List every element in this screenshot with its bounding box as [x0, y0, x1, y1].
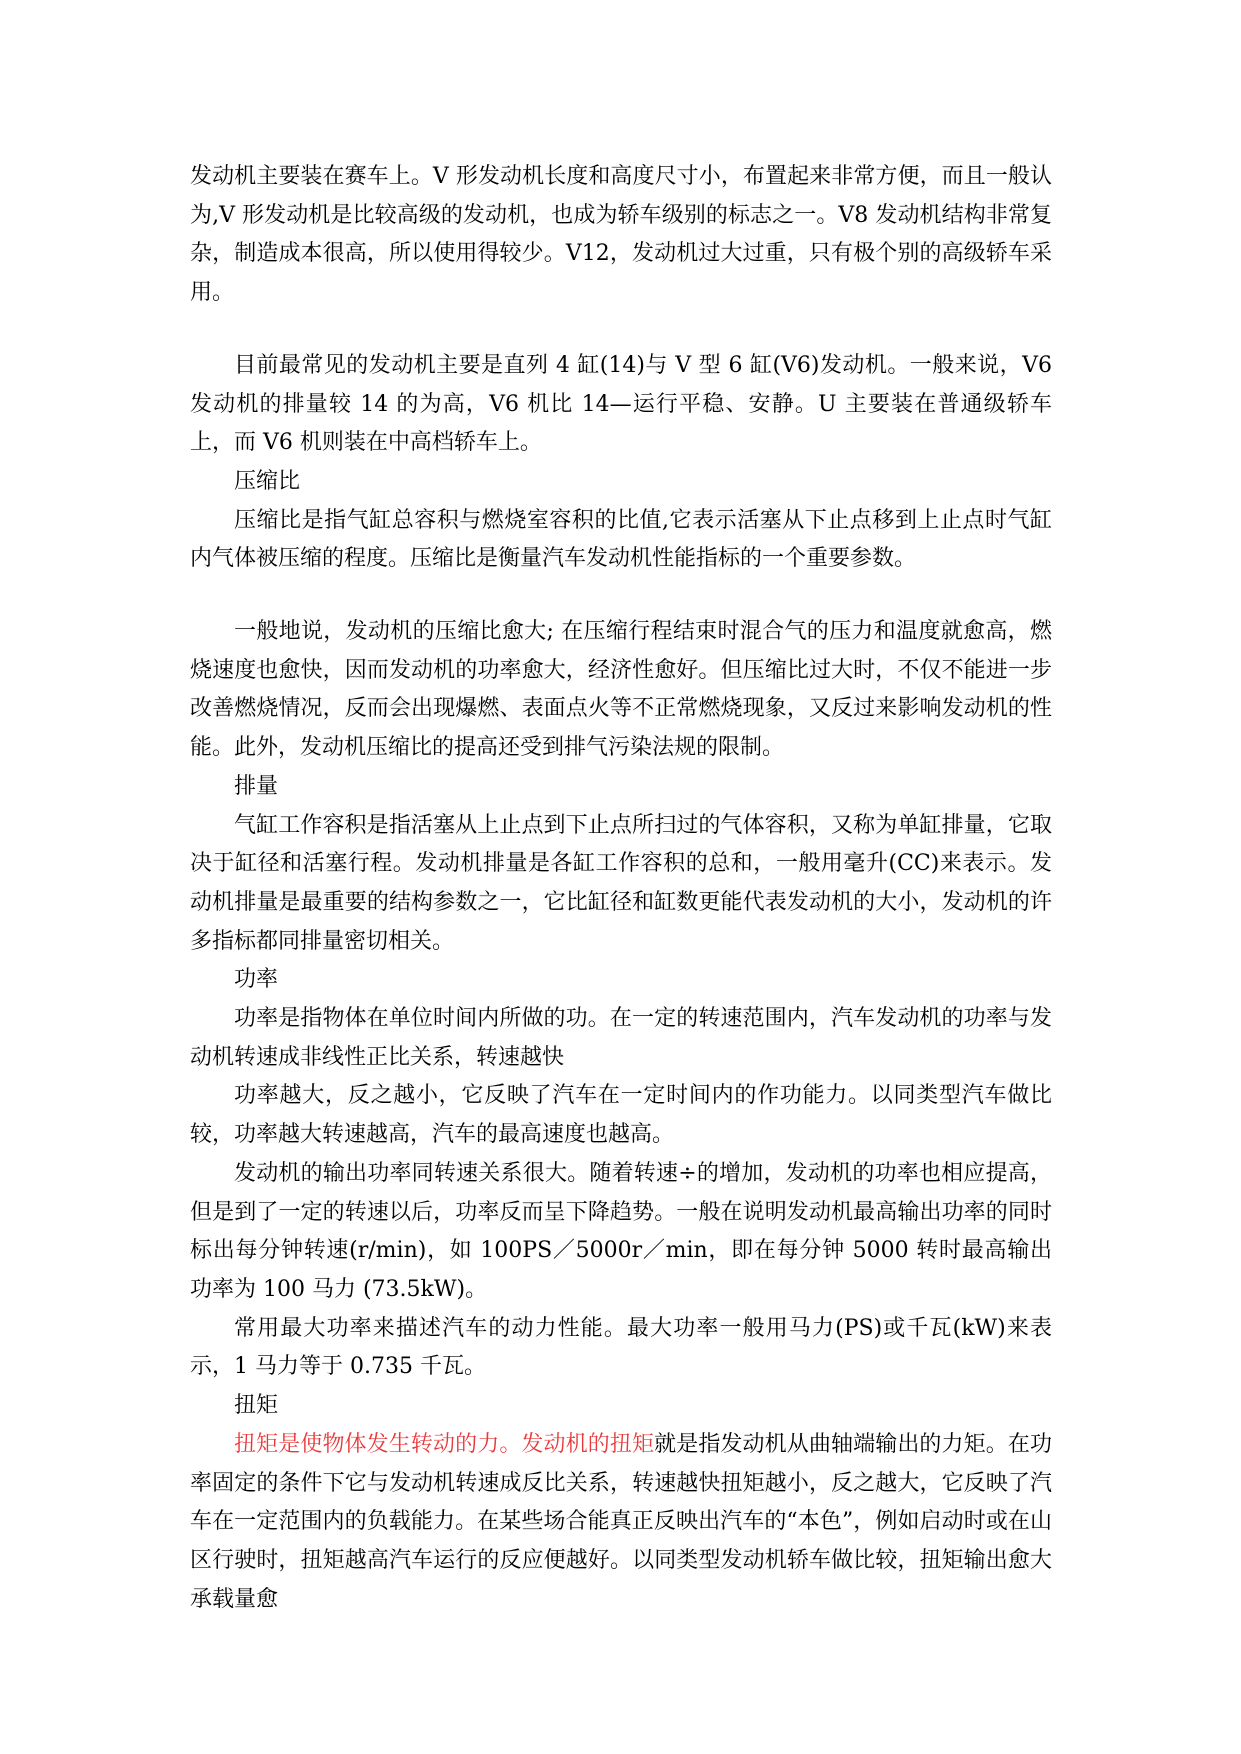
heading-torque: 扭矩 [234, 1393, 279, 1419]
paragraph-max-power: 常用最大功率来描述汽车的动力性能。最大功率一般用马力(PS)或千瓦(kW)来表示，1 马力等于 0.735 千瓦。 [190, 1315, 1052, 1380]
document-body [190, 158, 1052, 1619]
paragraph-common-engines: 目前最常见的发动机主要是直列 4 缸(14)与 V 型 6 缸(V6)发动机。一般来说，V6 发动机的排量较 14 的为高，V6 机比 14—运行平稳、安静。U 主要装在普通级轿车上，而 V6 机则装在中高档轿车上。 [190, 352, 1052, 456]
heading-power: 功率 [234, 967, 279, 993]
paragraph-power-rpm: 发动机的输出功率同转速关系很大。随着转速÷的增加，发动机的功率也相应提高，但是到了一定的转速以后，功率反而呈下降趋势。一般在说明发动机最高输出功率的同时标出每分钟转速(r/min)，如 100PS／5000r／min，即在每分钟 5000 转时最高输出功率为 100 马力 (73.5kW)。 [190, 1160, 1052, 1302]
paragraph-power-capability: 功率越大，反之越小，它反映了汽车在一定时间内的作功能力。以同类型汽车做比较，功率越大转速越高，汽车的最高速度也越高。 [190, 1083, 1052, 1148]
heading-compression-ratio: 压缩比 [234, 468, 301, 494]
heading-displacement: 排量 [234, 773, 279, 799]
torque-highlight-text: 扭矩是使物体发生转动的力。发动机的扭矩 [234, 1431, 655, 1457]
paragraph-compression-definition: 压缩比是指气缸总容积与燃烧室容积的比值,它表示活塞从下止点移到上止点时气缸内气体被压缩的程度。压缩比是衡量汽车发动机性能指标的一个重要参数。 [190, 507, 1052, 572]
paragraph-power-definition: 功率是指物体在单位时间内所做的功。在一定的转速范围内，汽车发动机的功率与发动机转速成非线性正比关系，转速越快 [190, 1006, 1052, 1070]
paragraph-v-engine: 发动机主要装在赛车上。V 形发动机长度和高度尺寸小，布置起来非常方便，而且一般认为,V 形发动机是比较高级的发动机，也成为轿车级别的标志之一。V8 发动机结构非常复杂，制造成本很高，所以使用得较少。V12，发动机过大过重，只有极个别的高级轿车采用。 [190, 164, 1052, 306]
paragraph-displacement: 气缸工作容积是指活塞从上止点到下止点所扫过的气体容积，又称为单缸排量，它取决于缸径和活塞行程。发动机排量是各缸工作容积的总和，一般用毫升(CC)来表示。发动机排量是最重要的结构参数之一，它比缸径和缸数更能代表发动机的大小，发动机的许多指标都同排量密切相关。 [190, 812, 1052, 954]
paragraph-compression-effects: 一般地说，发动机的压缩比愈大; 在压缩行程结束时混合气的压力和温度就愈高，燃烧速度也愈快，因而发动机的功率愈大，经济性愈好。但压缩比过大时，不仅不能进一步改善燃烧情况，反而会出现爆燃、表面点火等不正常燃烧现象，又反过来影响发动机的性能。此外，发动机压缩比的提高还受到排气污染法规的限制。 [190, 619, 1052, 761]
paragraph-torque [190, 1426, 1052, 1620]
torque-body-text: 就是指发动机从曲轴端输出的力矩。在功率固定的条件下它与发动机转速成反比关系，转速越快扭矩越小，反之越大，它反映了汽车在一定范围内的负载能力。在某些场合能真正反映出汽车的“本色”，例如启动时或在山区行驶时，扭矩越高汽车运行的反应便越好。以同类型发动机轿车做比较，扭矩输出愈大承载量愈 [190, 1431, 1052, 1612]
